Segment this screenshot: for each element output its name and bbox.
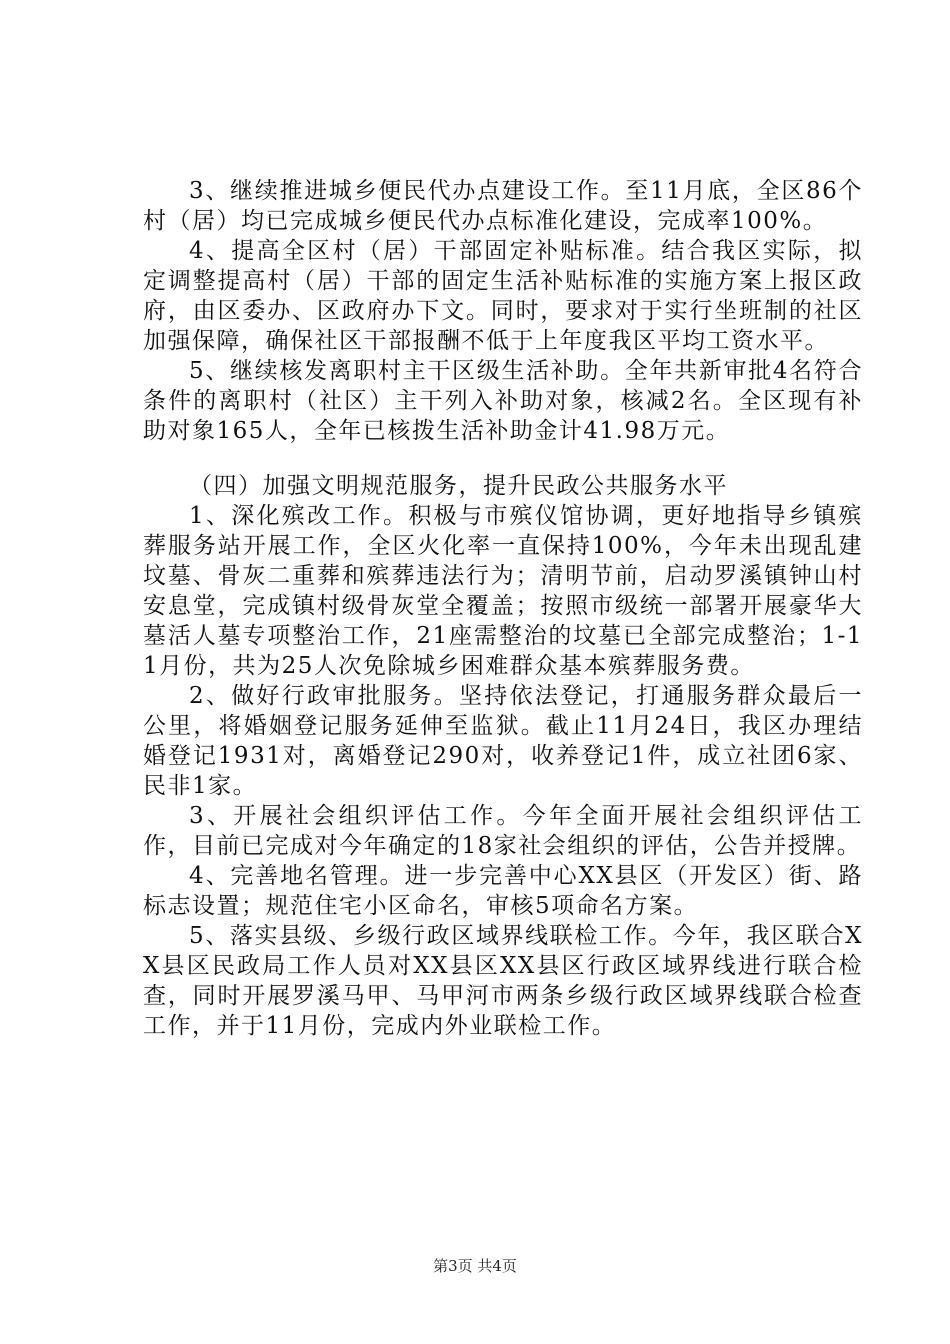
paragraph-item-2-admin-approval: 2、做好行政审批服务。坚持依法登记，打通服务群众最后一公里，将婚姻登记服务延伸至监狱。截止11月24日，我区办理结婚登记1931对，离婚登记290对，收养登记1件，成立社团6家、民非1家。 [143,683,863,799]
paragraph-item-3-service-points: 3、继续推进城乡便民代办点建设工作。至11月底，全区86个村（居）均已完成城乡便民代办点标准化建设，完成率100%。 [143,178,863,234]
paragraph-item-4-subsidy-standard: 4、提高全区村（居）干部固定补贴标准。结合我区实际，拟定调整提高村（居）干部的固定生活补贴标准的实施方案上报区政府，由区委办、区政府办下文。同时，要求对于实行坐班制的社区加强保障，确保社区干部报酬不低于上年度我区平均工资水平。 [143,238,863,354]
paragraph-item-5-boundary-inspection: 5、落实县级、乡级行政区域界线联检工作。今年，我区联合XX县区民政局工作人员对XX县区XX县区行政区域界线进行联合检查，同时开展罗溪马甲、马甲河市两条乡级行政区域界线联合检查工作，并于11月份，完成内外业联检工作。 [143,923,863,1039]
paragraph-item-4-place-names: 4、完善地名管理。进一步完善中心XX县区（开发区）街、路标志设置；规范住宅小区命名，审核5项命名方案。 [143,863,863,919]
section-heading-4: （四）加强文明规范服务，提升民政公共服务水平 [189,473,728,499]
page-number-footer: 第3页 共4页 [433,1257,517,1275]
paragraph-item-3-org-evaluation: 3、开展社会组织评估工作。今年全面开展社会组织评估工作，目前已完成对今年确定的18家社会组织的评估，公告并授牌。 [143,803,863,859]
paragraph-item-5-retired-cadre-subsidy: 5、继续核发离职村主干区级生活补助。全年共新审批4名符合条件的离职村（社区）主干列入补助对象，核减2名。全区现有补助对象165人，全年已核拨生活补助金计41.98万元。 [143,358,863,444]
paragraph-item-1-funeral-reform: 1、深化殡改工作。积极与市殡仪馆协调，更好地指导乡镇殡葬服务站开展工作，全区火化率一直保持100%，今年未出现乱建坟墓、骨灰二重葬和殡葬违法行为；清明节前，启动罗溪镇钟山村安息堂，完成镇村级骨灰堂全覆盖；按照市级统一部署开展豪华大墓活人墓专项整治工作，21座需整治的坟墓已全部完成整治；1-11月份，共为25人次免除城乡困难群众基本殡葬服务费。 [143,503,863,679]
document-body [143,176,863,1041]
